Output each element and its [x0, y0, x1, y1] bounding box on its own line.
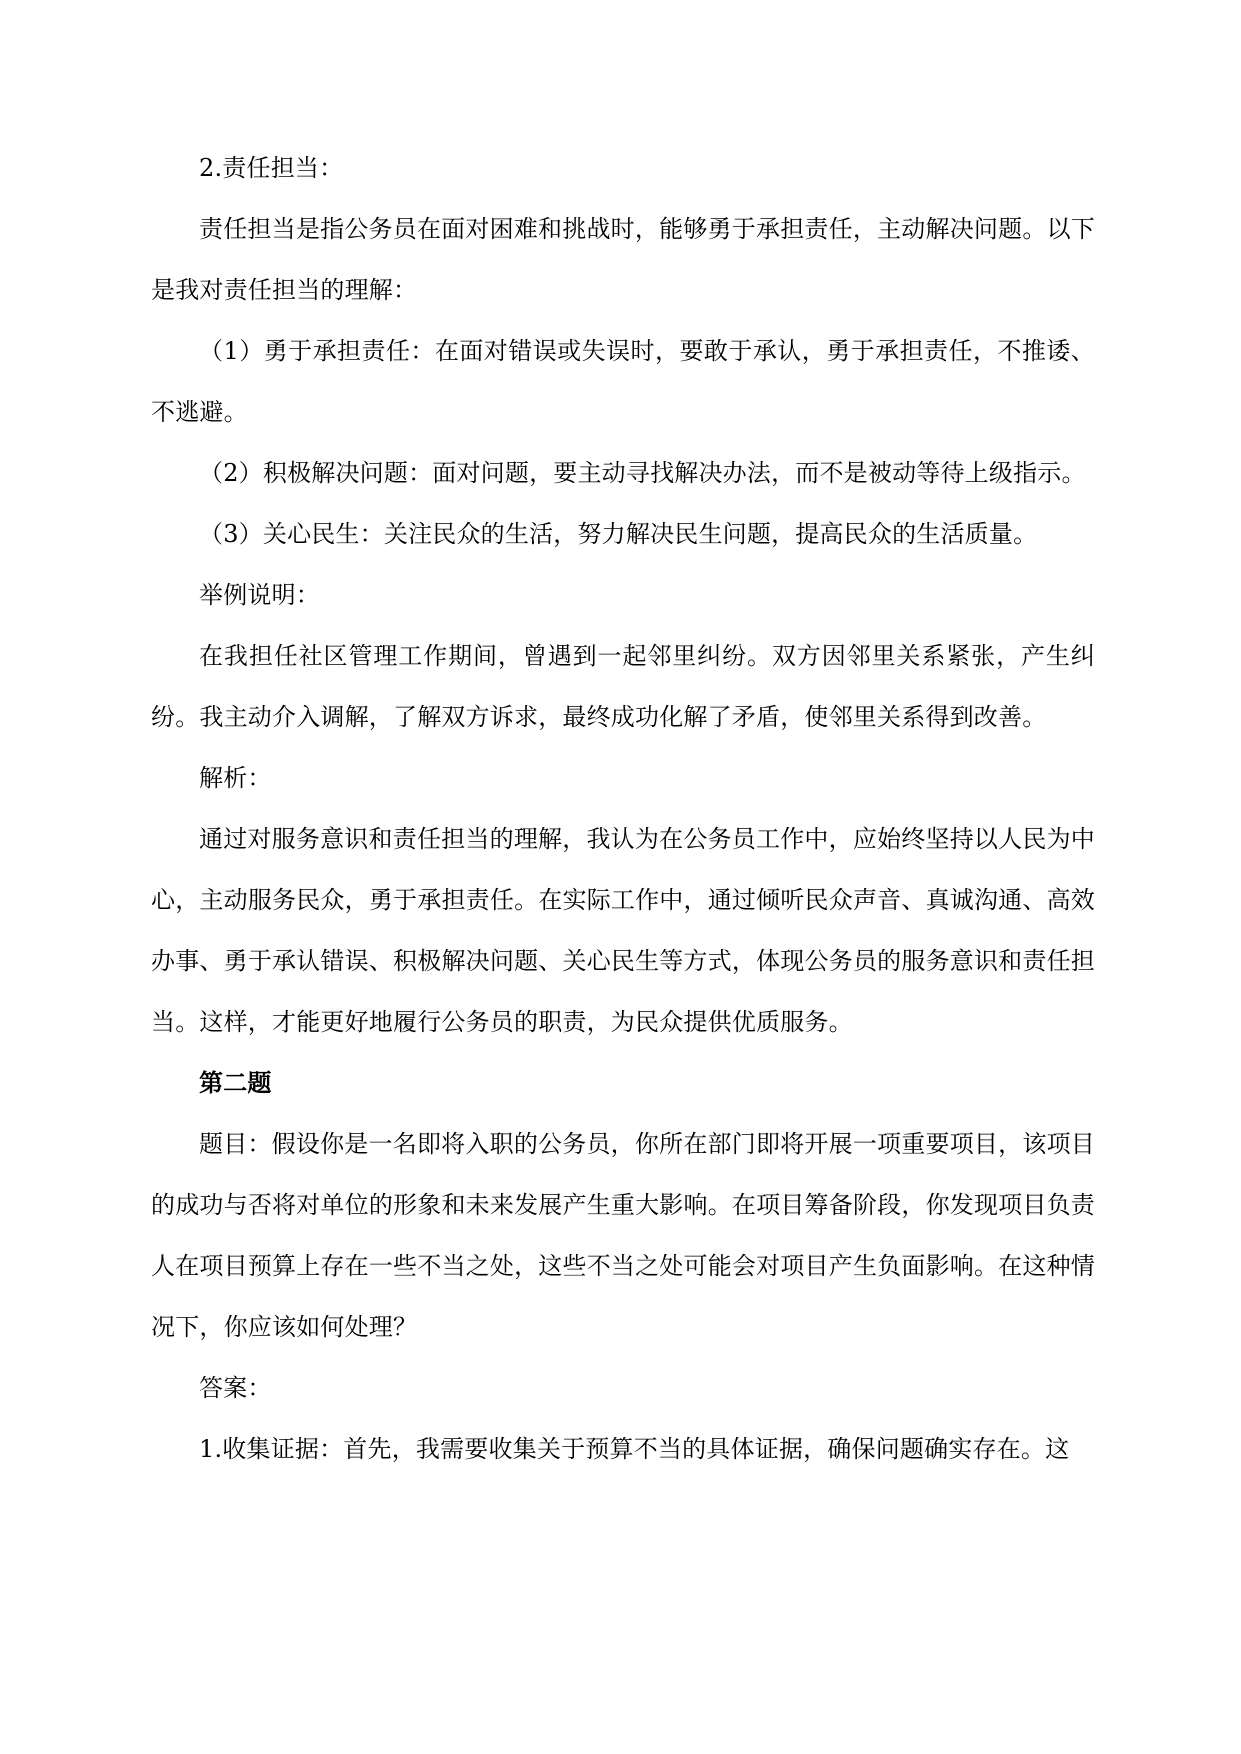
example-heading: 举例说明： [199, 581, 320, 609]
question-two-heading: 第二题 [199, 1069, 272, 1097]
paragraph-responsibility-definition: 责任担当是指公务员在面对困难和挑战时，能够勇于承担责任，主动解决问题。以下是我对责任担当的理解： [151, 215, 1095, 304]
list-item-1: （1）勇于承担责任：在面对错误或失误时，要敢于承认，勇于承担责任，不推诿、不逃避。 [151, 337, 1095, 426]
analysis-heading: 解析： [199, 764, 272, 792]
list-item-3: （3）关心民生：关注民众的生活，努力解决民生问题，提高民众的生活质量。 [199, 520, 1038, 548]
paragraph-answer-step-1: 1.收集证据：首先，我需要收集关于预算不当的具体证据，确保问题确实存在。这 [199, 1435, 1070, 1463]
list-item-2: （2）积极解决问题：面对问题，要主动寻找解决办法，而不是被动等待上级指示。 [199, 459, 1086, 487]
paragraph-analysis: 通过对服务意识和责任担当的理解，我认为在公务员工作中，应始终坚持以人民为中心，主动服务民众，勇于承担责任。在实际工作中，通过倾听民众声音、真诚沟通、高效办事、勇于承认错误、积极解决问题、关心民生等方式，体现公务员的服务意识和责任担当。这样，才能更好地履行公务员的职责，为民众提供优质服务。 [151, 825, 1095, 1036]
section-heading-responsibility: 2.责任担当： [199, 154, 344, 182]
document-body [151, 138, 1095, 1480]
paragraph-question-text: 题目：假设你是一名即将入职的公务员，你所在部门即将开展一项重要项目，该项目的成功与否将对单位的形象和未来发展产生重大影响。在项目筹备阶段，你发现项目负责人在项目预算上存在一些不当之处，这些不当之处可能会对项目产生负面影响。在这种情况下，你应该如何处理？ [151, 1130, 1095, 1341]
answer-heading: 答案： [199, 1374, 272, 1402]
paragraph-example: 在我担任社区管理工作期间，曾遇到一起邻里纠纷。双方因邻里关系紧张，产生纠纷。我主动介入调解，了解双方诉求，最终成功化解了矛盾，使邻里关系得到改善。 [151, 642, 1095, 731]
